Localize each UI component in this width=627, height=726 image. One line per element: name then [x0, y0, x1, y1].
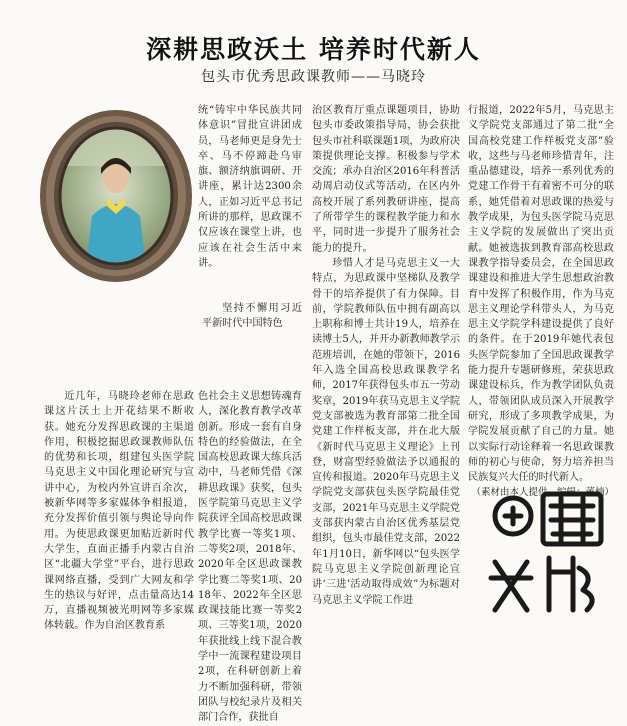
seal-stamp-logo	[483, 486, 611, 616]
column-2-text	[312, 103, 460, 629]
paragraph: 近几年，马晓玲老师在思政课这片沃土上开花结果不断收获。她充分发挥思政课的主渠道作用，积极挖掘思政课教师队伍的优势和长项，组建包头医学院马克思主义中国化理论研究与宣讲中心，为校内外宣讲百余次，被新华网等多家媒体争相报道，充分发挥价值引领与舆论导向作用。为使思政课更加贴近新时代大学生，直面正播手内蒙古自治区“北疆大学堂”平台，进行思政课网络直播，受到广大网友和学生的热议与好评，点击量高达14万，直播视频被光明网等多家媒体转载。作为自治区教育系	[44, 391, 194, 632]
article-subtitle: 包头市优秀思政课教师——马晓玲	[201, 69, 426, 85]
column-1-top-text	[198, 103, 302, 299]
column-1-right-text	[198, 389, 302, 724]
paragraph: 统“铸牢中华民族共同体意识”冒批宣讲团成员，马老师更是身先士卒、马不停蹄赴乌审旗、额济纳旗调研、开讲座，累计达2300余人，正如习近平总书记所讲的那样，思政课不仅应该在课堂上讲，也应该在社会生活中来讲。	[198, 105, 302, 269]
paragraph: 色社会主义思想铸魂育人，深化教育教学改革创新。形成一套有自身特色的经验做法，在全国高校思政课大练兵活动中，马老师凭借《深耕思政课》获奖，包头医学院第马克思主义学院获评全国高校思政课教学比赛一等奖1项、二等奖2项，2018年、2020年全区思政课教学比赛二等奖1项、2018年、2022年全区思政课技能比赛一等奖2项、三等奖1项，2020年获批线上线下混合教学中一流课程建设项目2项，在科研创新上着力不断加强科研，带领团队与校纪录片及相关部门合作，获批自	[198, 391, 302, 724]
column-3-text	[468, 103, 614, 499]
teacher-photo	[37, 106, 195, 288]
column-1-middle-text	[202, 301, 302, 389]
article-title: 深耕思政沃土 培养时代新人	[146, 35, 481, 64]
paragraph: 治区教育厅重点课题项目，协助包头市委政策指导局，协会获批包头市社科联课题1项，为政府决策提供理论支撑。积极参与学术交流；承办自治区2016年科普活动周启动仪式等活动，在区内外高校开展了系列教研讲座，提高了所带学生的课程教学能力和水平，同时进一步提升了服务社会能力的提升。	[312, 105, 460, 254]
column-1-main-text	[44, 389, 194, 632]
paragraph: 珍惜人才是马克思主义一大特点，为思政课中坚梯队及教学骨干的培养提供了有力保障。目前，学院教师队伍中拥有副高以上职称和博士共计19人，培养在读博士5人，并开办新教师教学示范班培训，在她的带领下，2016年入选全国高校思政课教学名师，2017年获得包头市五一劳动奖章，2019年获马克思主义学院党支部被选为教育部第二批全国党建工作样板支部，并在北大版《新时代马克思主义理论》上刊登，财富型经验做法予以通报的宣传和报道。2020年马克思主义学院党支部获包头医学院最佳党支部，2021年马克思主义学院党支部获内蒙古自治区优秀基层党组织，包头市最佳党支部，2022年1月10日，新华网以“包头医学院马克思主义学院创新理论宣讲‘三进’活动取得成效”为标题对马克思主义学院工作进	[312, 257, 460, 606]
article-credit: （素材由本人提供，编辑：董楠）	[471, 487, 614, 499]
paragraph: 行报道，2022年5月，马克思主义学院党支部通过了第二批“全国高校党建工作样板党支部”验收，这些与马老师珍惜青年，注重品德建设，培养一系列优秀的党建工作骨干有着密不可分的联系，她凭借着对思政课的热爱与教学成果，为包头医学院马克思主义学院的发展做出了突出贡献。她被选拔到教育部高校思政课教学指导委员会，在全国思政课建设和推进大学生思想政治教育中发挥了积极作用，作为马克思主义理论学科带头人，为马克思主义学院学科建设提供了良好的条件。在于2019年她代表包头医学院参加了全国思政课教学能力提升专题研修班，荣获思政课建设标兵，作为教学团队负责人，带领团队成员深入开展教学研究，形成了多项教学成果，为学院发展贡献了自己的力量。她以实际行动诠释着一名思政课教师的初心与使命，努力培养担当民族复兴大任的时代新人。	[468, 105, 614, 484]
paragraph: 坚持不懈用习近平新时代中国特色	[202, 303, 302, 330]
